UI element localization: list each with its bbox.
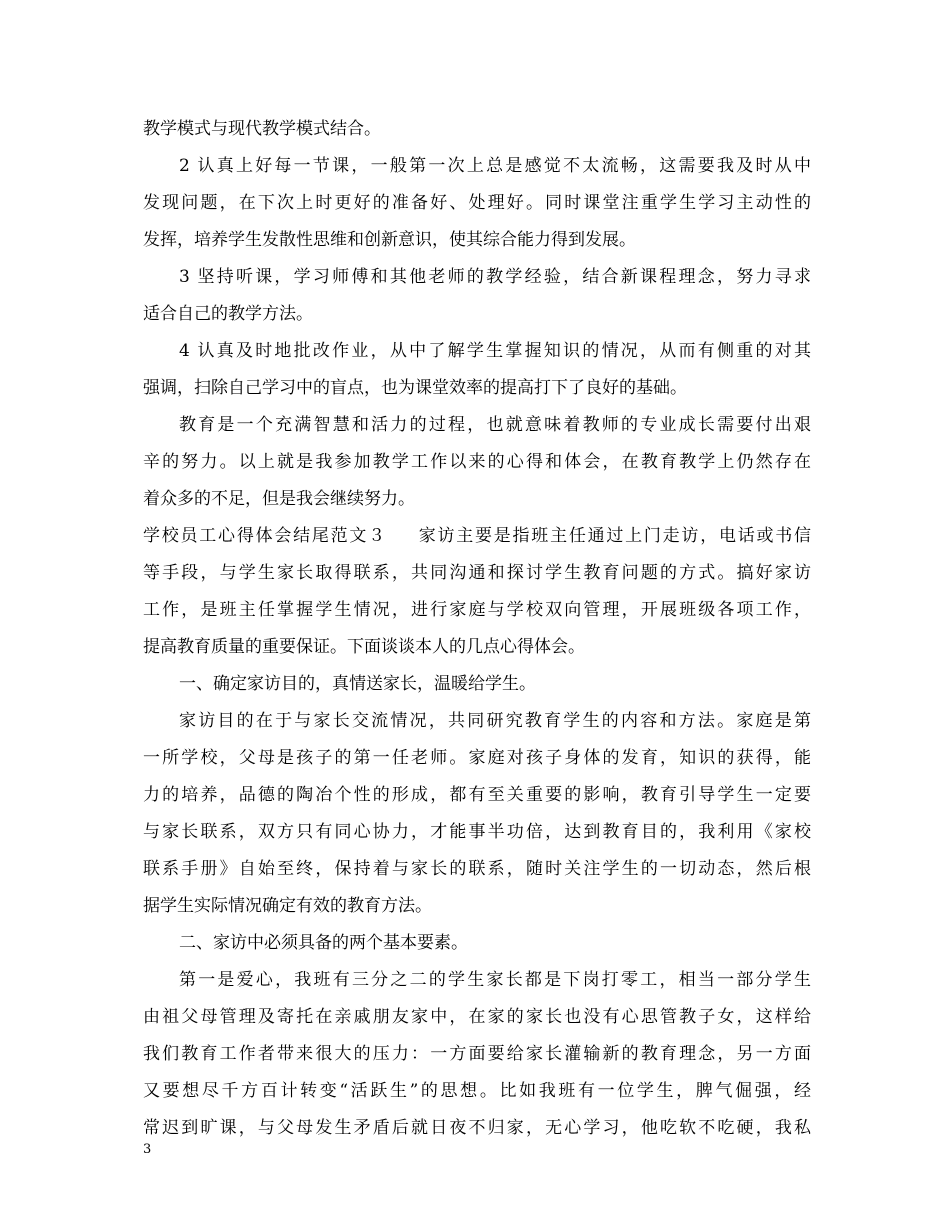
line-text: 教育是一个充满智慧和活力的过程，也就意味着教师的专业成长需要付出艰 — [179, 415, 811, 435]
document-body — [143, 111, 811, 1147]
text-line — [143, 925, 811, 962]
line-text: 工作，是班主任掌握学生情况，进行家庭与学校双向管理，开展班级各项工作， — [143, 600, 811, 620]
section-heading-line — [143, 518, 811, 555]
line-text: 教学模式与现代教学模式结合。 — [143, 119, 381, 139]
line-text: 与家长联系，双方只有同心协力，才能事半功倍，达到教育目的，我利用《家校 — [143, 822, 811, 842]
text-line — [143, 814, 811, 851]
line-text: 等手段，与学生家长取得联系，共同沟通和探讨学生教育问题的方式。搞好家访 — [143, 563, 811, 583]
line-text: 据学生实际情况确定有效的教育方法。 — [143, 896, 432, 916]
line-text: 二、家访中必须具备的两个基本要素。 — [179, 933, 468, 953]
text-line — [143, 111, 811, 148]
section-heading: 学校员工心得体会结尾范文３ — [143, 526, 387, 546]
text-line — [143, 185, 811, 222]
line-text: 联系手册》自始至终，保持着与家长的联系，随时关注学生的一切动态，然后根 — [143, 859, 811, 879]
line-text: 提高教育质量的重要保证。下面谈谈本人的几点心得体会。 — [143, 637, 585, 657]
text-line — [143, 333, 811, 370]
text-line — [143, 703, 811, 740]
line-text: 家访目的在于与家长交流情况，共同研究教育学生的内容和方法。家庭是第 — [179, 711, 811, 731]
line-text: 家访主要是指班主任通过上门走访，电话或书信 — [416, 526, 811, 546]
line-text: 4 认真及时地批改作业，从中了解学生掌握知识的情况，从而有侧重的对其 — [179, 341, 811, 361]
text-line — [143, 370, 811, 407]
line-text: 常迟到旷课，与父母发生矛盾后就日夜不归家，无心学习，他吃软不吃硬，我私 — [143, 1118, 811, 1138]
line-text: 着众多的不足，但是我会继续努力。 — [143, 489, 415, 509]
line-text: 强调，扫除自己学习中的盲点，也为课堂效率的提高打下了良好的基础。 — [143, 378, 687, 398]
text-line — [143, 777, 811, 814]
line-text: 3 坚持听课，学习师傅和其他老师的教学经验，结合新课程理念，努力寻求 — [179, 267, 811, 287]
text-line — [143, 1036, 811, 1073]
line-text: 一所学校，父母是孩子的第一任老师。家庭对孩子身体的发育，知识的获得，能 — [143, 748, 811, 768]
text-line — [143, 1110, 811, 1147]
line-text: 由祖父母管理及寄托在亲戚朋友家中，在家的家长也没有心思管教子女，这样给 — [143, 1007, 811, 1027]
line-text: 第一是爱心，我班有三分之二的学生家长都是下岗打零工，相当一部分学生 — [179, 970, 811, 990]
line-text: 适合自己的教学方法。 — [143, 304, 313, 324]
text-line — [143, 1073, 811, 1110]
text-line — [143, 629, 811, 666]
text-line — [143, 592, 811, 629]
text-line — [143, 666, 811, 703]
page-number: 3 — [143, 1142, 152, 1157]
text-line — [143, 888, 811, 925]
text-line — [143, 148, 811, 185]
text-line — [143, 481, 811, 518]
line-text: 发现问题，在下次上时更好的准备好、处理好。同时课堂注重学生学习主动性的 — [143, 193, 811, 213]
line-text: 力的培养，品德的陶冶个性的形成，都有至关重要的影响，教育引导学生一定要 — [143, 785, 811, 805]
line-text: 发挥，培养学生发散性思维和创新意识，使其综合能力得到发展。 — [143, 230, 636, 250]
text-line — [143, 407, 811, 444]
text-line — [143, 555, 811, 592]
line-text: 一、确定家访目的，真情送家长，温暖给学生。 — [179, 674, 536, 694]
text-line — [143, 962, 811, 999]
line-text: 我们教育工作者带来很大的压力：一方面要给家长灌输新的教育理念，另一方面 — [143, 1044, 811, 1064]
line-text: 2 认真上好每一节课，一般第一次上总是感觉不太流畅，这需要我及时从中 — [179, 156, 811, 176]
text-line — [143, 851, 811, 888]
text-line — [143, 740, 811, 777]
text-line — [143, 999, 811, 1036]
line-text: 辛的努力。以上就是我参加教学工作以来的心得和体会，在教育教学上仍然存在 — [143, 452, 811, 472]
text-line — [143, 259, 811, 296]
line-text: 又要想尽千方百计转变“活跃生”的思想。比如我班有一位学生，脾气倔强，经 — [143, 1081, 811, 1101]
text-line — [143, 444, 811, 481]
text-line — [143, 222, 811, 259]
text-line — [143, 296, 811, 333]
